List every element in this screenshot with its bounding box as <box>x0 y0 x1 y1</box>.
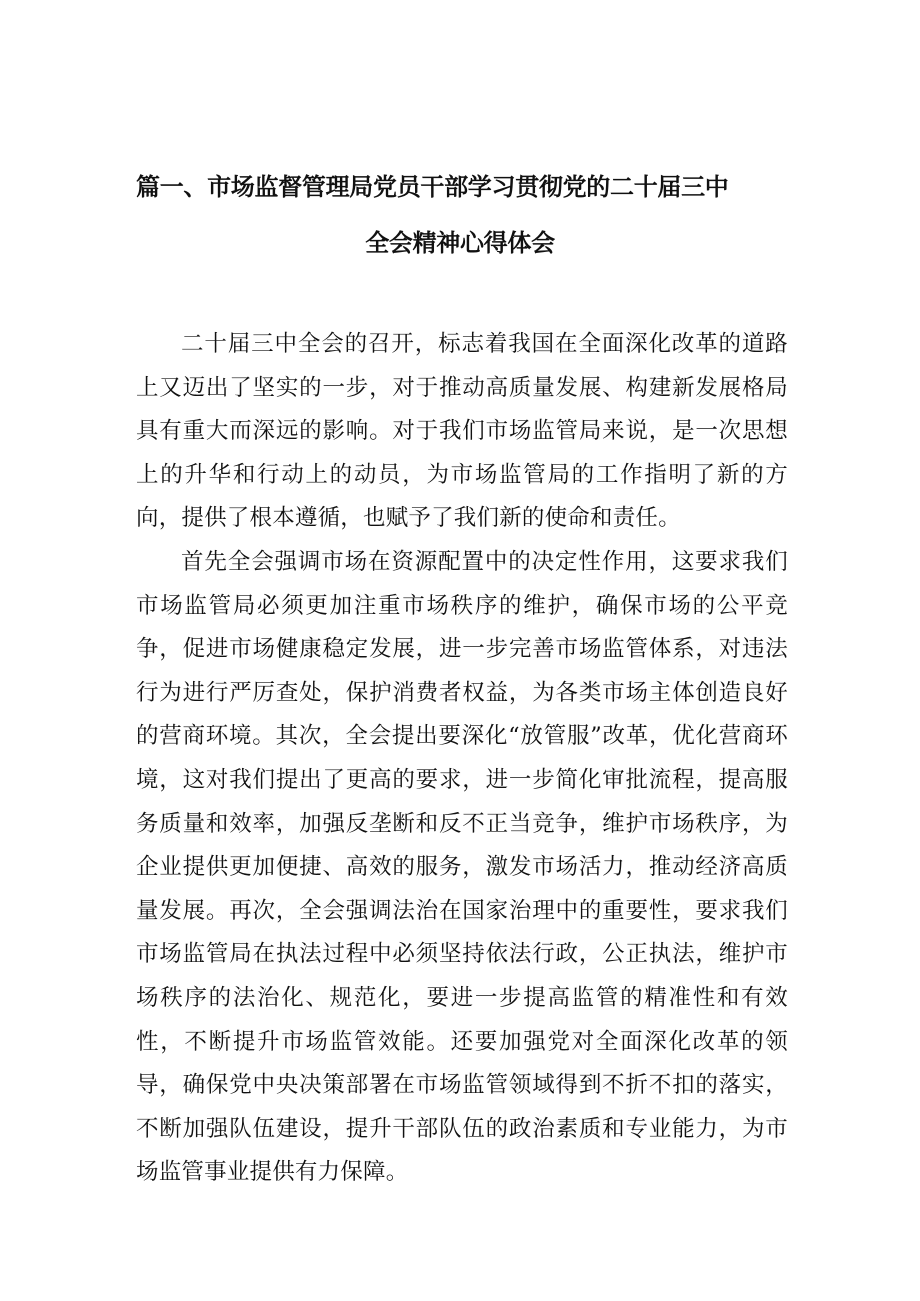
paragraph-1: 二十届三中全会的召开，标志着我国在全面深化改革的道路上又迈出了坚实的一步，对于推动高质量发展、构建新发展格局具有重大而深远的影响。对于我们市场监管局来说，是一次思想上的升华和行动上的动员，为市场监管局的工作指明了新的方向，提供了根本遵循，也赋予了我们新的使命和责任。 <box>136 331 788 532</box>
document-body <box>136 323 788 1195</box>
document-title-line-1: 篇一、市场监督管理局党员干部学习贯彻党的二十届三中 <box>136 173 729 201</box>
paragraph-2: 首先全会强调市场在资源配置中的决定性作用，这要求我们市场监管局必须更加注重市场秩序的维护，确保市场的公平竞争，促进市场健康稳定发展，进一步完善市场监管体系，对违法行为进行严厉查处，保护消费者权益，为各类市场主体创造良好的营商环境。其次，全会提出要深化“放管服”改革，优化营商环境，这对我们提出了更高的要求，进一步简化审批流程，提高服务质量和效率，加强反垄断和反不正当竞争，维护市场秩序，为企业提供更加便捷、高效的服务，激发市场活力，推动经济高质量发展。再次，全会强调法治在国家治理中的重要性，要求我们市场监管局在执法过程中必须坚持依法行政，公正执法，维护市场秩序的法治化、规范化，要进一步提高监管的精准性和有效性，不断提升市场监管效能。还要加强党对全面深化改革的领导，确保党中央决策部署在市场监管领域得到不折不扣的落实，不断加强队伍建设，提升干部队伍的政治素质和专业能力，为市场监管事业提供有力保障。 <box>136 548 788 1186</box>
document-title-line-2: 全会精神心得体会 <box>365 229 555 257</box>
